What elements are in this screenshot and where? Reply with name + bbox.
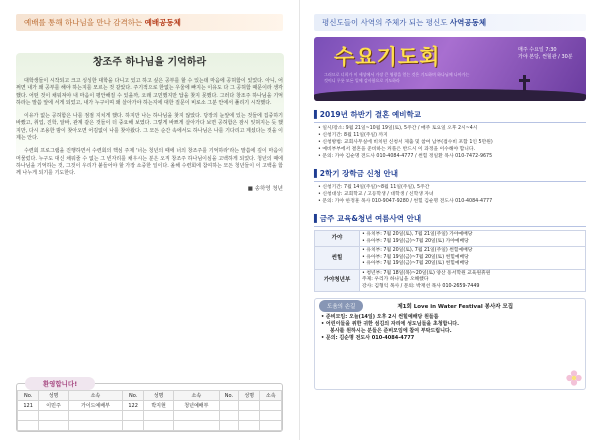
section-title-text: 2019년 하반기 결혼 예비학교	[319, 110, 421, 119]
banner-info-line: 매주 수요일 7:30	[518, 47, 557, 53]
banner-verse: 그러므로 너희가 이 세상에서 가장 큰 영광을 얻는 것은 기도하며 하나님께 나아가는 것이니 무릇 모든 일에 감사함으로 기도하라	[324, 72, 470, 83]
welcome-header: 성명	[144, 391, 174, 401]
editorial-signature: ■ 송하영 청년	[247, 185, 283, 192]
list-item: • 신청방법: 교회사무실에 비치된 신청서 제출 및 참여 납부(접수비 포함 1인 5만원)	[318, 140, 493, 145]
table-row	[18, 421, 282, 431]
list-item: • 예비부부에서 결혼을 준비하는 커플은 반드시 이 과정을 이수해야 합니다.	[318, 147, 476, 152]
section-title-marriage-school: ▌2019년 하반기 결혼 예비학교	[314, 109, 586, 123]
welcome-header: 소속	[260, 391, 282, 401]
editorial-paragraph: 수련회 프로그램을 진행하면서 수련회의 핵심 주제 '너는 청년의 때에 너의 창조주를 기억하라'라는 말씀에 깊이 마음이 머물렀다. 누구도 대신 채워줄 수 없는 그 빈자리를 채우시는 분은 오직 창조주 하나님이심을 고백하게 되었다. 청년의 때에 하나님을 기억하는 것, 그것이 우리가 붙들어야 할 가장 소중한 일이다. 올해 수련회에 참여하는 모든 청년들이 이 고백을 함께 나누게 되기를 기도한다.	[16, 148, 283, 177]
welcome-title: 환영합니다!	[25, 377, 95, 390]
flower-icon	[565, 369, 583, 387]
ministry-details	[360, 231, 586, 247]
helping-hands-title: 제1회 Love in Water Festival 봉사자 모집	[397, 303, 514, 310]
welcome-cell	[68, 421, 122, 431]
welcome-cell	[219, 421, 238, 431]
ministry-line: • 청년부: 7월 18일(목)~20일(토) 양산 동서학원 교육원휴원	[362, 270, 491, 276]
section-title-text: 금주 교육&청년 여름사역 안내	[319, 214, 422, 223]
scholarship-list	[318, 184, 586, 205]
welcome-cell	[260, 401, 282, 411]
left-header-prefix: 예배를 통해 하나님을 만나 감격하는	[24, 18, 145, 27]
editorial-signature-text: 송하영 청년	[254, 185, 283, 192]
welcome-cell	[219, 401, 238, 411]
section-title-scholarship: ▌2학기 장학금 신청 안내	[314, 168, 586, 182]
welcome-header: 성명	[239, 391, 260, 401]
welcome-cell	[18, 411, 39, 421]
hill-silhouette	[314, 89, 586, 101]
welcome-cell	[39, 421, 69, 431]
table-row	[315, 231, 586, 247]
welcome-cell	[260, 421, 282, 431]
wednesday-prayer-banner	[314, 37, 586, 101]
list-item: • 신청대상: 교회학교 / 고등학생 / 대학생 / 신학생 자녀	[318, 192, 434, 197]
welcome-cell	[219, 411, 238, 421]
right-page	[300, 0, 600, 440]
list-item: • 어린이들을 위한 귀한 섬김의 자리에 성도님들을 초청합니다.	[321, 321, 460, 327]
welcome-header: No.	[219, 391, 238, 401]
helping-hands-box	[314, 298, 586, 390]
ministry-line: • 유아부: 7월 19일(금)~7월 20일(토) 썬힐예배당	[362, 254, 469, 260]
welcome-cell	[173, 421, 219, 431]
right-header-prefix: 평신도들이 사역의 주체가 되는 평신도	[322, 18, 450, 27]
list-item: • 준비모임: 오늘(14일) 오후 2시 썬힐예배당 원들룸	[321, 314, 439, 320]
welcome-header: 소속	[173, 391, 219, 401]
welcome-header: No.	[123, 391, 144, 401]
ministry-line: 주제: 우리가 하나님을 오해했다	[362, 277, 429, 282]
welcome-cell: 122	[123, 401, 144, 411]
editorial-paragraph: 대학생들이 시작되고 크고 싱싱한 대학을 다니고 있고 하고 싶은 공부를 할 수 있는데 마음에 공허함이 있었다. 아니, 어쩌면 내가 왜 공부를 해야 하는지를 모르는 것 같았다. 주기적으로 한없는 우울에 빠지는 이유도 다 그 공허함 때문이라 생각했다. 어떤 것이 채워져야 내 마음이 평안해질 수 있을까, 오래 고민했지만 답을 찾지 못했다. 그러다 창조주 하나님을 기억하라는 말씀 앞에 서게 되었고, 내가 누구이며 왜 살아가야 하는지에 대한 질문이 비로소 그분 안에서 풀리기 시작했다.	[16, 78, 283, 106]
welcome-cell: 121	[18, 401, 39, 411]
welcome-cell	[239, 401, 260, 411]
helping-hands-header	[315, 299, 585, 312]
ministry-line: • 유아부: 7월 19일(금)~7월 20일(토) 가야예배당	[362, 238, 469, 244]
list-item: 봉사를 원하시는 분들은 준비모임에 참여 부탁드립니다.	[330, 328, 452, 334]
ministry-line: 강사: 김형익 목사 / 문의: 박재선 목사 010-2659-7449	[362, 283, 480, 289]
ministry-details	[360, 247, 586, 270]
list-item: • 문의: 김순명 전도사 010-4084-4777	[321, 335, 415, 341]
left-header-name: 예배공동체	[144, 18, 181, 27]
table-row	[315, 247, 586, 270]
helping-hands-list	[321, 314, 585, 342]
helping-hands-tag: 도움의 손길	[319, 300, 363, 312]
banner-info-line: 가야 본당, 썬힐관 / 30분	[518, 54, 573, 60]
welcome-cell	[68, 411, 122, 421]
cross-icon	[523, 75, 526, 91]
ministry-category: 가야	[315, 231, 360, 247]
welcome-cell	[239, 421, 260, 431]
section-title-summer-ministry: ▌금주 교육&청년 여름사역 안내	[314, 213, 586, 227]
ministry-details	[360, 269, 586, 292]
welcome-table	[17, 390, 282, 431]
welcome-cell: 청년예배부	[173, 401, 219, 411]
table-row	[315, 269, 586, 292]
welcome-header-row	[18, 391, 282, 401]
welcome-header: 소속	[68, 391, 122, 401]
banner-title: 수요기도회	[334, 45, 441, 69]
list-item: • 일시/장소: 9월 21일~10월 19일(토), 5주간 / 매주 토요일 오후 2시~4시	[318, 126, 478, 131]
list-item: • 신청기간: 8월 11일(주일) 까지	[318, 133, 388, 138]
welcome-cell	[260, 411, 282, 421]
ministry-line: • 유아부: 7월 19일(금)~7월 20일(토) 썬힐예배당	[362, 261, 469, 266]
welcome-cell: 박지현	[144, 401, 174, 411]
editorial-paragraph: 이유가 없는 공허함은 나를 점점 지치게 했다. 하지만 나는 하나님을 찾지 않았다. 당장의 눈앞에 있는 것들에 집중하기 바빴고, 취업, 진학, 알바, 관계 같은 것들이 더 중요해 보였다. 그렇게 바쁘게 살아가다 보면 공허함은 잠시 잊혀지는 듯 했지만, 다시 조용한 밤이 찾아오면 어김없이 나를 찾아왔다. 그 모든 순간 속에서도 하나님은 나를 기다리고 계셨다는 것을 이제는 안다.	[16, 113, 283, 142]
summer-ministry-table	[314, 230, 586, 292]
welcome-box	[16, 380, 283, 432]
editorial-body	[16, 78, 283, 178]
banner-info	[518, 47, 578, 61]
welcome-header: 성명	[39, 391, 69, 401]
welcome-cell	[144, 421, 174, 431]
section-title-text: 2학기 장학금 신청 안내	[319, 169, 399, 178]
table-row	[18, 411, 282, 421]
welcome-cell	[239, 411, 260, 421]
welcome-cell	[144, 411, 174, 421]
list-item: • 문의: 가야 한정훈 목사 010-9047-9280 / 썬힐 김순명 전도사 010-4084-4777	[318, 199, 493, 204]
ministry-category: 썬힐	[315, 247, 360, 270]
welcome-cell: 가이드예배부	[68, 401, 122, 411]
marriage-school-list	[318, 125, 586, 160]
right-header	[314, 14, 586, 31]
welcome-cell: 이민주	[39, 401, 69, 411]
left-header	[16, 14, 283, 31]
welcome-cell	[39, 411, 69, 421]
ministry-line: • 유치부: 7월 20일(토), 7월 21일(주일) 가야예배당	[362, 232, 473, 237]
welcome-cell	[173, 411, 219, 421]
welcome-header: No.	[18, 391, 39, 401]
table-row	[18, 401, 282, 411]
welcome-cell	[123, 411, 144, 421]
ministry-category: 가야청년부	[315, 269, 360, 292]
editorial	[16, 53, 283, 353]
editorial-title: 창조주 하나님을 기억하라	[92, 57, 207, 68]
list-item: • 신청기간: 7월 14일(주일)~8월 11일(주일), 5주간	[318, 185, 430, 190]
list-item: • 문의: 가야 김순명 전도사 010-4084-4777 / 썬힐 정일환 목사 010-7472-9675	[318, 154, 493, 159]
welcome-cell	[18, 421, 39, 431]
ministry-line: • 유치부: 7월 20일(토), 7월 21일(주일) 썬힐예배당	[362, 248, 473, 253]
right-header-name: 사역공동체	[449, 18, 487, 27]
welcome-cell	[123, 421, 144, 431]
